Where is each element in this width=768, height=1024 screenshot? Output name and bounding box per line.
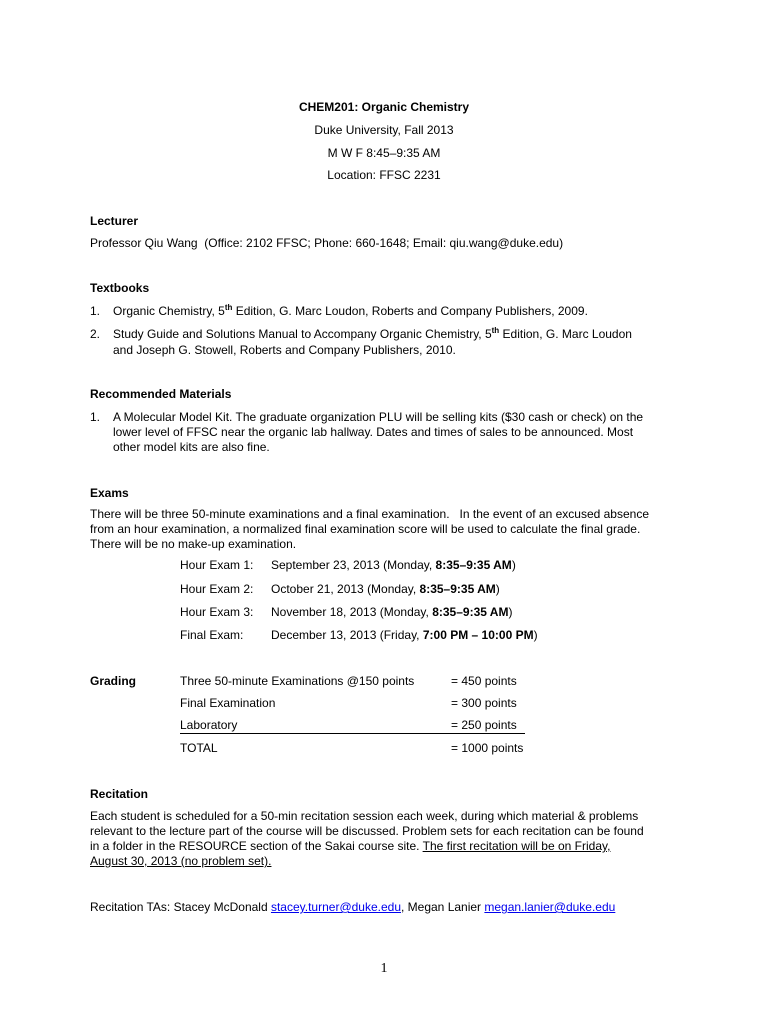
ta-email-link-2[interactable]: megan.lanier@duke.edu [484, 900, 616, 914]
grading-points: = 450 points [451, 674, 517, 688]
list-number: 2. [90, 327, 101, 341]
grading-item: TOTAL [180, 741, 218, 755]
list-number: 1. [90, 304, 101, 318]
materials-line-2: lower level of FFSC near the organic lab hallway. Dates and times of sales to be announced. Most [113, 425, 634, 439]
exam-label: Hour Exam 3: [180, 605, 254, 619]
recitation-line-1: Each student is scheduled for a 50-min recitation session each week, during which material & problems [90, 809, 639, 823]
textbooks-heading: Textbooks [90, 281, 150, 295]
ta-email-link-1[interactable]: stacey.turner@duke.edu [270, 900, 401, 914]
textbook-title: Study Guide and Solutions Manual to Accompany Organic Chemistry, 5th Edition, G. Marc Loudon [113, 326, 632, 341]
recitation-line-4: August 30, 2013 (no problem set). [90, 854, 272, 868]
materials-heading: Recommended Materials [90, 387, 232, 401]
grading-heading: Grading [90, 674, 137, 688]
grading-points: = 300 points [451, 696, 517, 710]
recitation-line-3: in a folder in the RESOURCE section of the Sakai course site. The first recitation will be on Friday, [90, 839, 611, 853]
exams-paragraph-line-3: There will be no make-up examination. [90, 537, 297, 551]
materials-line-3: other model kits are also fine. [113, 440, 270, 454]
first-recitation-note: The first recitation will be on Friday, [422, 839, 611, 853]
recitation-heading: Recitation [90, 787, 149, 801]
recitation-line-2: relevant to the lecture part of the course will be discussed. Problem sets for each recitation can be found [90, 824, 644, 838]
grading-total-rule [180, 733, 525, 734]
exam-date: November 18, 2013 (Monday, 8:35–9:35 AM) [271, 605, 513, 619]
exam-label: Hour Exam 2: [180, 582, 254, 596]
exams-paragraph-line-1: There will be three 50-minute examinations and a final examination. In the event of an excused absence [90, 507, 650, 521]
grading-points: = 1000 points [451, 741, 524, 755]
materials-line-1: A Molecular Model Kit. The graduate organization PLU will be selling kits ($30 cash or check) on the [113, 410, 644, 424]
grading-points: = 250 points [451, 718, 517, 732]
page-number: 1 [380, 961, 388, 976]
university-term: Duke University, Fall 2013 [314, 123, 454, 137]
textbook-title: Organic Chemistry, 5th Edition, G. Marc Loudon, Roberts and Company Publishers, 2009. [113, 303, 588, 318]
exam-date: December 13, 2013 (Friday, 7:00 PM – 10:00 PM) [271, 628, 538, 642]
exam-date: September 23, 2013 (Monday, 8:35–9:35 AM) [271, 558, 516, 572]
exam-date: October 21, 2013 (Monday, 8:35–9:35 AM) [271, 582, 500, 596]
grading-item: Laboratory [180, 718, 238, 732]
grading-item: Three 50-minute Examinations @150 points [180, 674, 415, 688]
recitation-tas: Recitation TAs: Stacey McDonald stacey.turner@duke.edu, Megan Lanier megan.lanier@duke.edu [90, 900, 616, 914]
exams-paragraph-line-2: from an hour examination, a normalized final examination score will be used to calculate the final grade. [90, 522, 641, 536]
lecturer-heading: Lecturer [90, 214, 139, 228]
exam-label: Hour Exam 1: [180, 558, 254, 572]
grading-item: Final Examination [180, 696, 276, 710]
course-title: CHEM201: Organic Chemistry [298, 100, 470, 114]
exams-heading: Exams [90, 486, 129, 500]
lecturer-info: Professor Qiu Wang (Office: 2102 FFSC; Phone: 660-1648; Email: qiu.wang@duke.edu) [90, 236, 564, 250]
class-schedule: M W F 8:45–9:35 AM [327, 146, 441, 160]
exam-label: Final Exam: [180, 628, 244, 642]
class-location: Location: FFSC 2231 [327, 168, 441, 182]
textbook-title-line2: and Joseph G. Stowell, Roberts and Company Publishers, 2010. [113, 343, 456, 357]
list-number: 1. [90, 410, 101, 424]
